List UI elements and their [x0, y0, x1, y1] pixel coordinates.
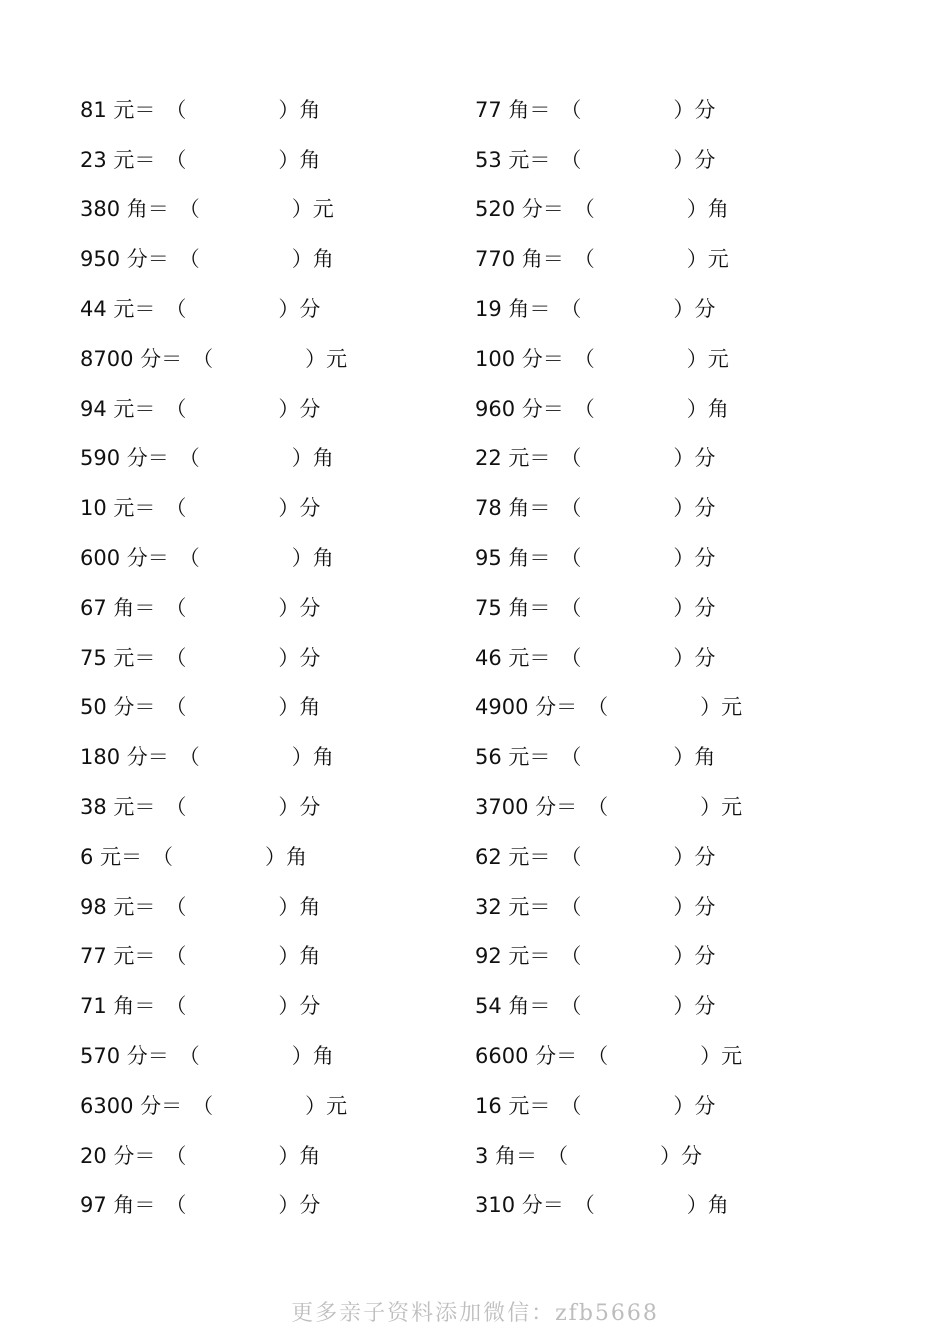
- close-paren: ）: [278, 147, 300, 172]
- open-paren: （: [560, 446, 582, 471]
- close-paren: ）: [305, 346, 327, 371]
- close-paren: ）: [278, 894, 300, 919]
- open-paren: （: [587, 795, 609, 820]
- exercise-question: 950 分＝: [80, 247, 169, 272]
- open-paren: （: [165, 1193, 187, 1218]
- exercise-row: [475, 582, 742, 632]
- exercise-question: 54 角＝: [475, 994, 551, 1019]
- close-paren: ）: [673, 546, 695, 571]
- close-paren: ）: [278, 1143, 300, 1168]
- open-paren: （: [560, 496, 582, 521]
- exercise-question: 16 元＝: [475, 1093, 551, 1118]
- answer-unit: 元: [707, 247, 729, 272]
- close-paren: ）: [673, 147, 695, 172]
- exercise-row: [80, 532, 347, 582]
- open-paren: （: [165, 795, 187, 820]
- close-paren: ）: [673, 297, 695, 322]
- open-paren: （: [560, 745, 582, 770]
- open-paren: （: [547, 1143, 569, 1168]
- exercise-row: [80, 831, 347, 881]
- open-paren: （: [165, 944, 187, 969]
- exercise-row: [475, 781, 742, 831]
- exercise-question: 46 元＝: [475, 645, 551, 670]
- exercise-question: 3 角＝: [475, 1143, 538, 1168]
- exercise-row: [475, 1180, 742, 1230]
- answer-unit: 角: [312, 1044, 334, 1069]
- close-paren: ）: [673, 645, 695, 670]
- open-paren: （: [560, 97, 582, 122]
- answer-unit: 角: [312, 446, 334, 471]
- exercise-question: 77 角＝: [475, 97, 551, 122]
- exercise-question: 92 元＝: [475, 944, 551, 969]
- close-paren: ）: [686, 247, 708, 272]
- answer-unit: 分: [299, 994, 321, 1019]
- exercise-row: [80, 1030, 347, 1080]
- exercise-row: [80, 781, 347, 831]
- exercise-question: 180 分＝: [80, 745, 169, 770]
- exercise-row: [475, 283, 742, 333]
- close-paren: ）: [278, 595, 300, 620]
- close-paren: ）: [660, 1143, 682, 1168]
- exercise-row: [475, 482, 742, 532]
- close-paren: ）: [673, 446, 695, 471]
- close-paren: ）: [265, 844, 287, 869]
- exercise-row: [475, 682, 742, 732]
- answer-unit: 角: [299, 695, 321, 720]
- exercise-question: 95 角＝: [475, 546, 551, 571]
- exercise-question: 600 分＝: [80, 546, 169, 571]
- open-paren: （: [165, 1143, 187, 1168]
- open-paren: （: [178, 247, 200, 272]
- close-paren: ）: [686, 396, 708, 421]
- close-paren: ）: [673, 496, 695, 521]
- answer-unit: 角: [312, 247, 334, 272]
- exercise-row: [80, 433, 347, 483]
- answer-unit: 分: [694, 994, 716, 1019]
- open-paren: （: [560, 645, 582, 670]
- close-paren: ）: [673, 745, 695, 770]
- exercise-question: 94 元＝: [80, 396, 156, 421]
- exercise-row: [475, 1130, 742, 1180]
- answer-unit: 角: [299, 1143, 321, 1168]
- open-paren: （: [573, 396, 595, 421]
- exercise-question: 75 元＝: [80, 645, 156, 670]
- answer-unit: 角: [312, 546, 334, 571]
- answer-unit: 角: [299, 894, 321, 919]
- exercise-question: 590 分＝: [80, 446, 169, 471]
- open-paren: （: [178, 197, 200, 222]
- open-paren: （: [165, 595, 187, 620]
- exercise-question: 20 分＝: [80, 1143, 156, 1168]
- answer-unit: 分: [681, 1143, 703, 1168]
- exercise-question: 32 元＝: [475, 894, 551, 919]
- open-paren: （: [587, 695, 609, 720]
- exercise-question: 22 元＝: [475, 446, 551, 471]
- exercise-row: [475, 184, 742, 234]
- open-paren: （: [165, 645, 187, 670]
- exercise-row: [80, 582, 347, 632]
- open-paren: （: [573, 1193, 595, 1218]
- answer-unit: 分: [299, 1193, 321, 1218]
- open-paren: （: [178, 546, 200, 571]
- exercise-question: 4900 分＝: [475, 695, 578, 720]
- footer-watermark: 更多亲子资料添加微信：zfb5668: [291, 1301, 659, 1326]
- answer-unit: 角: [707, 1193, 729, 1218]
- answer-unit: 元: [721, 795, 743, 820]
- answer-unit: 分: [299, 396, 321, 421]
- answer-unit: 分: [694, 645, 716, 670]
- open-paren: （: [573, 197, 595, 222]
- open-paren: （: [165, 147, 187, 172]
- exercise-question: 310 分＝: [475, 1193, 564, 1218]
- answer-unit: 分: [299, 496, 321, 521]
- exercise-question: 38 元＝: [80, 795, 156, 820]
- exercise-row: [475, 1080, 742, 1130]
- exercise-question: 570 分＝: [80, 1044, 169, 1069]
- answer-unit: 分: [694, 894, 716, 919]
- open-paren: （: [560, 944, 582, 969]
- exercise-row: [475, 931, 742, 981]
- answer-unit: 分: [299, 297, 321, 322]
- exercise-question: 53 元＝: [475, 147, 551, 172]
- close-paren: ）: [673, 1093, 695, 1118]
- exercise-question: 960 分＝: [475, 396, 564, 421]
- exercise-row: [80, 383, 347, 433]
- exercise-row: [80, 482, 347, 532]
- exercise-question: 6 元＝: [80, 844, 143, 869]
- open-paren: （: [165, 97, 187, 122]
- exercise-question: 78 角＝: [475, 496, 551, 521]
- open-paren: （: [192, 346, 214, 371]
- close-paren: ）: [686, 197, 708, 222]
- close-paren: ）: [673, 97, 695, 122]
- open-paren: （: [178, 446, 200, 471]
- close-paren: ）: [278, 944, 300, 969]
- exercise-question: 380 角＝: [80, 197, 169, 222]
- answer-unit: 角: [299, 147, 321, 172]
- open-paren: （: [178, 745, 200, 770]
- exercise-question: 62 元＝: [475, 844, 551, 869]
- exercise-row: [475, 433, 742, 483]
- exercise-question: 520 分＝: [475, 197, 564, 222]
- exercise-row: [80, 84, 347, 134]
- open-paren: （: [587, 1044, 609, 1069]
- exercise-row: [80, 134, 347, 184]
- open-paren: （: [165, 994, 187, 1019]
- open-paren: （: [165, 396, 187, 421]
- exercise-row: [475, 84, 742, 134]
- open-paren: （: [152, 844, 174, 869]
- answer-unit: 元: [721, 695, 743, 720]
- close-paren: ）: [673, 894, 695, 919]
- close-paren: ）: [278, 297, 300, 322]
- close-paren: ）: [291, 446, 313, 471]
- open-paren: （: [165, 695, 187, 720]
- answer-unit: 分: [694, 944, 716, 969]
- close-paren: ）: [673, 595, 695, 620]
- exercise-row: [475, 731, 742, 781]
- open-paren: （: [560, 1093, 582, 1118]
- close-paren: ）: [291, 546, 313, 571]
- exercise-question: 8700 分＝: [80, 346, 183, 371]
- exercise-row: [475, 532, 742, 582]
- exercise-question: 44 元＝: [80, 297, 156, 322]
- open-paren: （: [573, 346, 595, 371]
- answer-unit: 角: [312, 745, 334, 770]
- open-paren: （: [573, 247, 595, 272]
- exercise-row: [80, 931, 347, 981]
- answer-unit: 角: [707, 396, 729, 421]
- exercise-question: 50 分＝: [80, 695, 156, 720]
- close-paren: ）: [291, 745, 313, 770]
- answer-unit: 分: [694, 97, 716, 122]
- open-paren: （: [165, 894, 187, 919]
- exercise-row: [80, 333, 347, 383]
- close-paren: ）: [278, 994, 300, 1019]
- open-paren: （: [560, 595, 582, 620]
- answer-unit: 分: [299, 795, 321, 820]
- exercise-row: [80, 233, 347, 283]
- close-paren: ）: [700, 695, 722, 720]
- exercise-question: 75 角＝: [475, 595, 551, 620]
- close-paren: ）: [700, 1044, 722, 1069]
- exercise-row: [475, 632, 742, 682]
- answer-unit: 角: [299, 97, 321, 122]
- exercise-question: 98 元＝: [80, 894, 156, 919]
- open-paren: （: [560, 297, 582, 322]
- exercise-question: 6300 分＝: [80, 1093, 183, 1118]
- close-paren: ）: [291, 197, 313, 222]
- answer-unit: 角: [299, 944, 321, 969]
- left-exercise-column: [80, 84, 347, 1229]
- exercise-row: [80, 632, 347, 682]
- answer-unit: 角: [707, 197, 729, 222]
- exercise-question: 71 角＝: [80, 994, 156, 1019]
- exercise-row: [80, 731, 347, 781]
- exercise-row: [475, 980, 742, 1030]
- answer-unit: 分: [694, 1093, 716, 1118]
- exercise-row: [80, 1080, 347, 1130]
- exercise-row: [475, 383, 742, 433]
- exercise-row: [475, 1030, 742, 1080]
- open-paren: （: [192, 1093, 214, 1118]
- exercise-question: 56 元＝: [475, 745, 551, 770]
- exercise-question: 10 元＝: [80, 496, 156, 521]
- exercise-question: 77 元＝: [80, 944, 156, 969]
- close-paren: ）: [305, 1093, 327, 1118]
- close-paren: ）: [673, 844, 695, 869]
- exercise-row: [475, 333, 742, 383]
- exercise-question: 81 元＝: [80, 97, 156, 122]
- close-paren: ）: [291, 247, 313, 272]
- exercise-row: [80, 283, 347, 333]
- exercise-question: 97 角＝: [80, 1193, 156, 1218]
- answer-unit: 角: [694, 745, 716, 770]
- exercise-question: 19 角＝: [475, 297, 551, 322]
- exercise-question: 6600 分＝: [475, 1044, 578, 1069]
- close-paren: ）: [278, 795, 300, 820]
- exercise-row: [80, 1130, 347, 1180]
- close-paren: ）: [278, 496, 300, 521]
- right-exercise-column: [475, 84, 742, 1229]
- close-paren: ）: [278, 1193, 300, 1218]
- answer-unit: 元: [326, 1093, 348, 1118]
- answer-unit: 分: [299, 645, 321, 670]
- exercise-question: 100 分＝: [475, 346, 564, 371]
- close-paren: ）: [686, 346, 708, 371]
- answer-unit: 分: [694, 546, 716, 571]
- answer-unit: 分: [694, 844, 716, 869]
- open-paren: （: [178, 1044, 200, 1069]
- answer-unit: 元: [312, 197, 334, 222]
- exercise-row: [475, 831, 742, 881]
- close-paren: ）: [673, 944, 695, 969]
- answer-unit: 分: [299, 595, 321, 620]
- close-paren: ）: [686, 1193, 708, 1218]
- exercise-question: 3700 分＝: [475, 795, 578, 820]
- exercise-row: [80, 184, 347, 234]
- answer-unit: 分: [694, 595, 716, 620]
- exercise-row: [80, 881, 347, 931]
- answer-unit: 角: [286, 844, 308, 869]
- exercise-row: [475, 134, 742, 184]
- exercise-question: 23 元＝: [80, 147, 156, 172]
- exercise-row: [80, 682, 347, 732]
- exercise-row: [475, 233, 742, 283]
- answer-unit: 元: [721, 1044, 743, 1069]
- close-paren: ）: [700, 795, 722, 820]
- answer-unit: 分: [694, 297, 716, 322]
- close-paren: ）: [278, 396, 300, 421]
- close-paren: ）: [291, 1044, 313, 1069]
- answer-unit: 分: [694, 446, 716, 471]
- open-paren: （: [560, 894, 582, 919]
- open-paren: （: [165, 496, 187, 521]
- answer-unit: 元: [326, 346, 348, 371]
- answer-unit: 分: [694, 496, 716, 521]
- open-paren: （: [560, 844, 582, 869]
- open-paren: （: [165, 297, 187, 322]
- exercise-question: 770 角＝: [475, 247, 564, 272]
- answer-unit: 元: [707, 346, 729, 371]
- open-paren: （: [560, 994, 582, 1019]
- open-paren: （: [560, 546, 582, 571]
- exercise-row: [80, 980, 347, 1030]
- exercise-row: [80, 1180, 347, 1230]
- exercise-row: [475, 881, 742, 931]
- close-paren: ）: [673, 994, 695, 1019]
- answer-unit: 分: [694, 147, 716, 172]
- close-paren: ）: [278, 645, 300, 670]
- open-paren: （: [560, 147, 582, 172]
- close-paren: ）: [278, 97, 300, 122]
- exercise-question: 67 角＝: [80, 595, 156, 620]
- close-paren: ）: [278, 695, 300, 720]
